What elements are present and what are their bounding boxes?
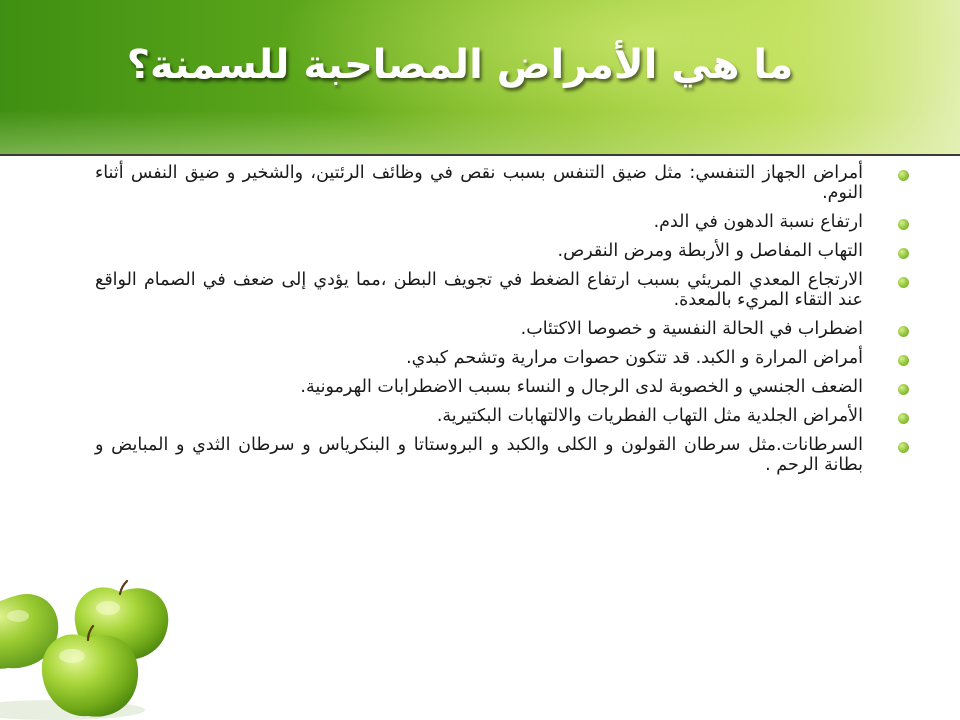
list-item-text: أمراض المرارة و الكبد. قد تتكون حصوات مرارية وتشحم كبدي. <box>406 348 863 368</box>
list-item-text: التهاب المفاصل و الأربطة ومرض النقرص. <box>557 241 863 261</box>
bullet-list <box>95 163 915 484</box>
bullet-dot-icon <box>898 413 909 424</box>
bullet-dot-icon <box>898 170 909 181</box>
list-item-text: أمراض الجهاز التنفسي: مثل ضيق التنفس بسبب نقص في وظائف الرئتين، والشخير و ضيق النفس أثناء النوم. <box>95 163 863 203</box>
title-divider <box>0 154 960 156</box>
list-item <box>95 435 915 475</box>
bullet-dot-icon <box>898 326 909 337</box>
list-item <box>95 241 915 261</box>
list-item <box>95 212 915 232</box>
list-item-text: ارتفاع نسبة الدهون في الدم. <box>653 212 863 232</box>
list-item <box>95 270 915 310</box>
slide-title: ما هي الأمراض المصاحبة للسمنة؟ <box>126 42 794 88</box>
bullet-dot-icon <box>898 248 909 259</box>
list-item-text: الارتجاع المعدي المريئي بسبب ارتفاع الضغط في تجويف البطن ،مما يؤدي إلى ضعف في الصمام الواقع عند التقاء المريء بالمعدة. <box>95 270 863 310</box>
bullet-dot-icon <box>898 277 909 288</box>
bullet-dot-icon <box>898 384 909 395</box>
list-item-text: اضطراب في الحالة النفسية و خصوصا الاكتئاب. <box>520 319 863 339</box>
list-item <box>95 377 915 397</box>
bullet-dot-icon <box>898 442 909 453</box>
list-item <box>95 319 915 339</box>
bullet-dot-icon <box>898 355 909 366</box>
green-apples-icon <box>0 560 240 720</box>
list-item-text: الأمراض الجلدية مثل التهاب الفطريات والالتهابات البكتيرية. <box>436 406 863 426</box>
list-item <box>95 406 915 426</box>
bullet-dot-icon <box>898 219 909 230</box>
list-item-text: السرطانات.مثل سرطان القولون و الكلى والكبد و البروستاتا و البنكرياس و سرطان الثدي و المبايض و بطانة الرحم . <box>95 435 863 475</box>
list-item <box>95 163 915 203</box>
list-item <box>95 348 915 368</box>
banner-fade <box>0 110 960 155</box>
title-banner <box>0 0 960 155</box>
list-item-text: الضعف الجنسي و الخصوبة لدى الرجال و النساء بسبب الاضطرابات الهرمونية. <box>300 377 863 397</box>
